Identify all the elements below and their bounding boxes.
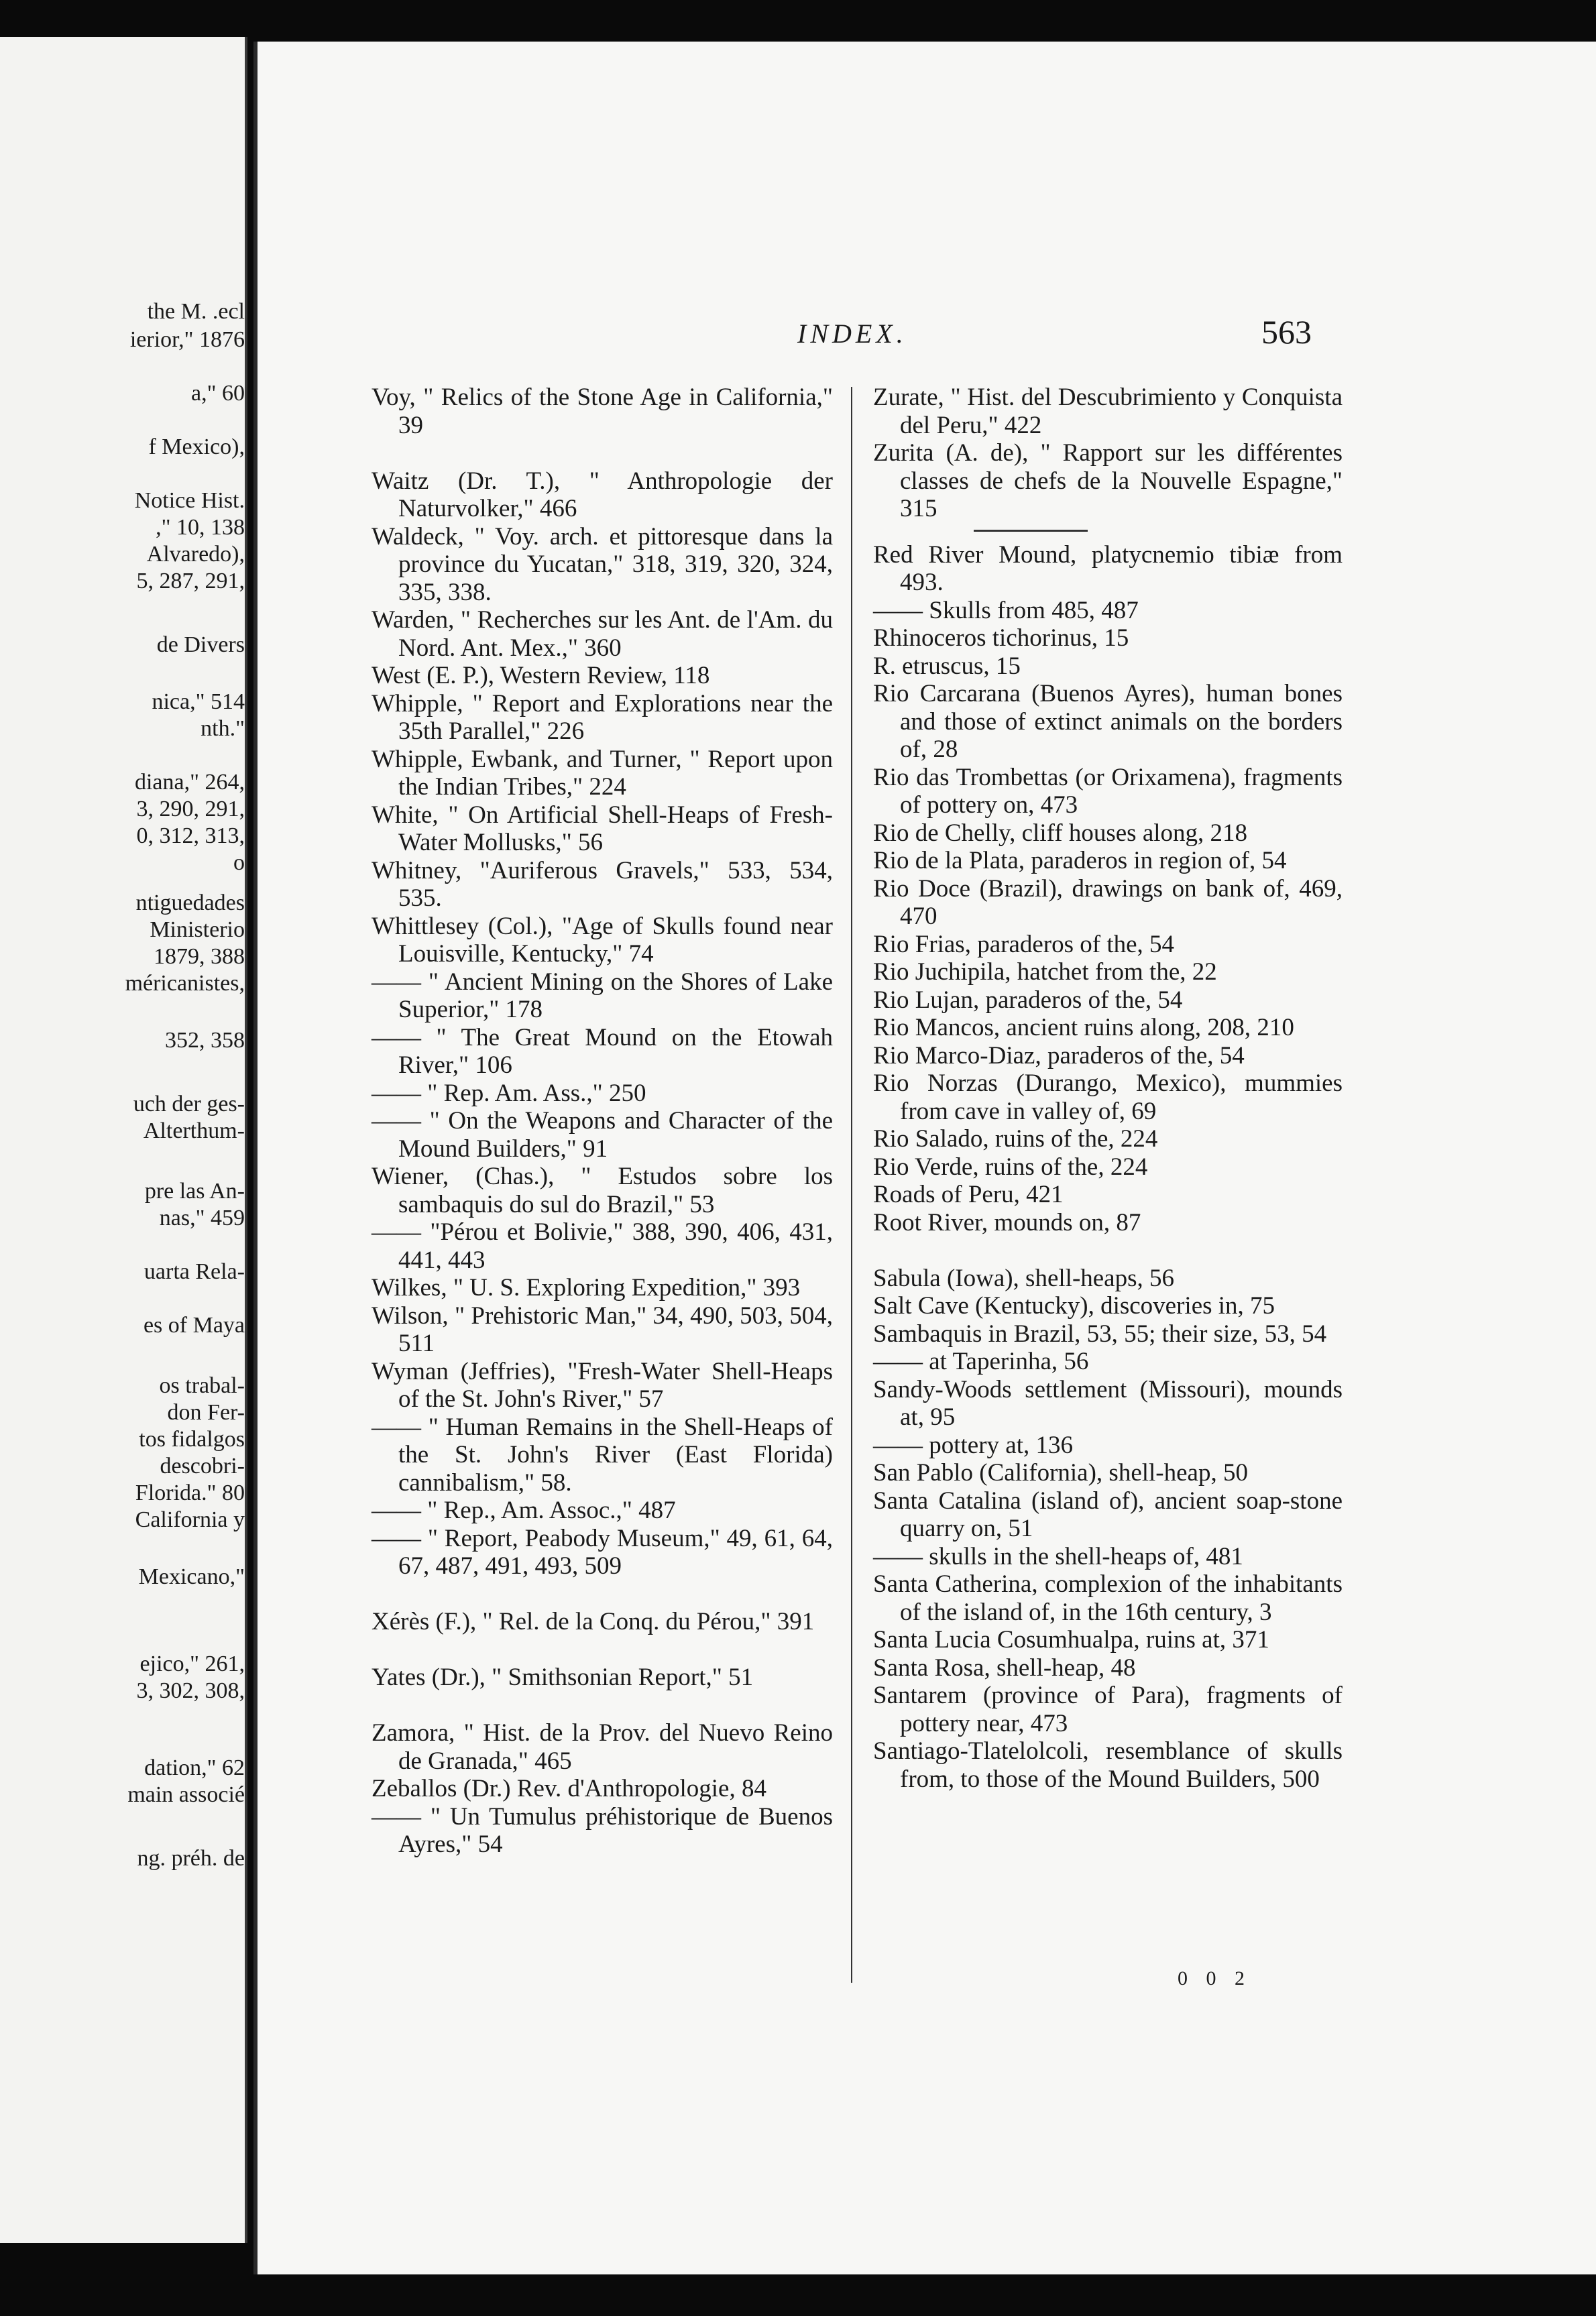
index-entry: Warden, " Recherches sur les Ant. de l'Am. du Nord. Ant. Mex.," 360: [372, 606, 833, 662]
left-page-fragment: nas," 459: [159, 1206, 245, 1230]
left-page-fragment: 352, 358: [165, 1028, 245, 1053]
index-entry: Rio Carcarana (Buenos Ayres), human bones and those of extinct animals on the borders of, 28: [873, 680, 1343, 763]
index-entry: Zeballos (Dr.) Rev. d'Anthropologie, 84: [372, 1775, 766, 1802]
index-entry: —— " Report, Peabody Museum," 49, 61, 64, 67, 487, 491, 493, 509: [372, 1524, 833, 1580]
index-entry: Sandy-Woods settlement (Missouri), mounds at, 95: [873, 1375, 1343, 1431]
index-entry: Rio Marco-Diaz, paraderos of the, 54: [873, 1041, 1245, 1069]
index-entry: Rio Lujan, paraderos of the, 54: [873, 986, 1183, 1014]
index-entry: Zurate, " Hist. del Descubrimiento y Conquista del Peru," 422: [873, 384, 1343, 439]
index-entry: Rio das Trombettas (or Orixamena), fragments of pottery on, 473: [873, 763, 1343, 819]
left-page-fragment: de Divers: [156, 632, 245, 657]
left-page-fragment: a," 60: [191, 381, 245, 406]
entry-gap: [372, 1636, 833, 1664]
index-column-left: [372, 384, 833, 1859]
index-entry: Rio Salado, ruins of the, 224: [873, 1125, 1158, 1153]
index-entry: Santiago-Tlatelolcoli, resemblance of skulls from, to those of the Mound Builders, 500: [873, 1737, 1343, 1793]
entry-gap: [372, 1692, 833, 1720]
left-page-fragment: don Fer-: [167, 1400, 245, 1425]
index-entry: Santa Catalina (island of), ancient soap-stone quarry on, 51: [873, 1487, 1343, 1542]
left-page-fragment: Florida." 80: [135, 1481, 245, 1505]
left-page-fragment: uarta Rela-: [144, 1259, 245, 1284]
index-entry: Zurita (A. de), " Rapport sur les différentes classes de chefs de la Nouvelle Espagne," 315: [873, 439, 1343, 522]
index-entry: —— " On the Weapons and Character of the Mound Builders," 91: [372, 1107, 833, 1163]
index-entry: Wilkes, " U. S. Exploring Expedition," 393: [372, 1274, 801, 1301]
index-entry: —— " Human Remains in the Shell-Heaps of the St. John's River (East Florida) cannibalism," 58.: [372, 1413, 833, 1497]
index-entry: Waitz (Dr. T.), " Anthropologie der Naturvolker," 466: [372, 467, 833, 522]
index-entry: Rio de la Plata, paraderos in region of, 54: [873, 847, 1287, 874]
index-entry: West (E. P.), Western Review, 118: [372, 662, 710, 689]
index-entry: —— Skulls from 485, 487: [873, 596, 1139, 624]
left-page-fragment: nica," 514: [152, 689, 245, 714]
left-page-fragment: ," 10, 138: [156, 515, 245, 540]
index-entry: —— pottery at, 136: [873, 1431, 1074, 1459]
left-page-fragment: 5, 287, 291,: [136, 569, 245, 593]
index-entry: —— " Rep., Am. Assoc.," 487: [372, 1497, 676, 1524]
index-entry: Whipple, Ewbank, and Turner, " Report upon the Indian Tribes," 224: [372, 745, 833, 801]
section-rule: [974, 530, 1088, 532]
index-entry: Santarem (province of Para), fragments of pottery near, 473: [873, 1682, 1343, 1737]
index-entry: Wiener, (Chas.), " Estudos sobre los sambaquis do sul do Brazil," 53: [372, 1163, 833, 1218]
signature-mark: 0 0 2: [1178, 1967, 1251, 1989]
index-entry: Rio Frias, paraderos of the, 54: [873, 930, 1175, 958]
running-head: INDEX.: [797, 319, 907, 349]
left-page-fragment: Mexicano,": [138, 1564, 245, 1589]
index-entry: Roads of Peru, 421: [873, 1181, 1064, 1208]
left-page-fragment: ng. préh. de: [137, 1846, 245, 1871]
index-entry: White, " On Artificial Shell-Heaps of Fresh-Water Mollusks," 56: [372, 801, 833, 856]
index-entry: Wilson, " Prehistoric Man," 34, 490, 503, 504, 511: [372, 1301, 833, 1357]
index-entry: Sabula (Iowa), shell-heaps, 56: [873, 1264, 1175, 1292]
left-page-fragment: 3, 302, 308,: [136, 1678, 245, 1703]
index-entry: —— skulls in the shell-heaps of, 481: [873, 1542, 1243, 1570]
index-entry: Santa Catherina, complexion of the inhabitants of the island of, in the 16th century, 3: [873, 1570, 1343, 1626]
index-entry: Yates (Dr.), " Smithsonian Report," 51: [372, 1664, 754, 1691]
index-entry: Whitney, "Auriferous Gravels," 533, 534, 535.: [372, 856, 833, 912]
page-number: 563: [1261, 313, 1312, 351]
index-entry: San Pablo (California), shell-heap, 50: [873, 1459, 1248, 1487]
index-entry: Salt Cave (Kentucky), discoveries in, 75: [873, 1292, 1275, 1320]
left-page-fragment: nth.": [201, 716, 245, 741]
left-page-fragment: f Mexico),: [148, 435, 245, 459]
index-entry: Rio Norzas (Durango, Mexico), mummies from cave in valley of, 69: [873, 1069, 1343, 1125]
left-page-fragment: descobri-: [160, 1454, 245, 1479]
left-page-fragment: dation," 62: [144, 1755, 245, 1780]
index-entry: Rio de Chelly, cliff houses along, 218: [873, 819, 1248, 847]
index-entry: —— " Un Tumulus préhistorique de Buenos Ayres," 54: [372, 1802, 833, 1858]
left-page-fragment: 0, 312, 313,: [136, 823, 245, 848]
index-entry: Wyman (Jeffries), "Fresh-Water Shell-Heaps of the St. John's River," 57: [372, 1357, 833, 1413]
index-entry: Zamora, " Hist. de la Prov. del Nuevo Reino de Granada," 465: [372, 1719, 833, 1775]
index-entry: —— at Taperinha, 56: [873, 1348, 1089, 1375]
index-entry: Waldeck, " Voy. arch. et pittoresque dans la province du Yucatan," 318, 319, 320, 324, 335, 338.: [372, 522, 833, 606]
page-header: [258, 313, 1596, 358]
left-page-fragment: ejico," 261,: [139, 1652, 245, 1676]
index-entry: Rhinoceros tichorinus, 15: [873, 624, 1129, 652]
index-entry: Santa Lucia Cosumhualpa, ruins at, 371: [873, 1626, 1269, 1654]
index-entry: —— " The Great Mound on the Etowah River," 106: [372, 1023, 833, 1079]
left-page-fragment: méricanistes,: [125, 971, 245, 996]
index-entry: Rio Juchipila, hatchet from the, 22: [873, 958, 1217, 986]
left-page-fragment: main associé: [127, 1782, 245, 1807]
index-entry: Whipple, " Report and Explorations near the 35th Parallel," 226: [372, 689, 833, 745]
index-entry: —— "Pérou et Bolivie," 388, 390, 406, 431, 441, 443: [372, 1218, 833, 1274]
left-page-fragment: tos fidalgos: [139, 1427, 245, 1452]
left-page-fragment: California y: [135, 1507, 245, 1532]
index-entry: Xérès (F.), " Rel. de la Conq. du Pérou," 391: [372, 1608, 815, 1635]
left-page-fragment: Alterthum-: [143, 1118, 245, 1143]
left-page-fragment: pre las An-: [144, 1179, 245, 1204]
left-page-fragment: es of Maya: [143, 1313, 245, 1338]
index-entry: —— " Ancient Mining on the Shores of Lake Superior," 178: [372, 968, 833, 1023]
left-page-fragment: uch der ges-: [133, 1092, 245, 1116]
left-page-fragment: ntiguedades: [135, 890, 245, 915]
index-entry: R. etruscus, 15: [873, 652, 1021, 680]
left-page-fragment: Alvaredo),: [146, 542, 245, 567]
left-page-fragment: os trabal-: [159, 1373, 245, 1398]
left-page-fragment: Notice Hist.: [134, 488, 245, 513]
index-entry: Sambaquis in Brazil, 53, 55; their size, 53, 54: [873, 1320, 1327, 1348]
left-page-fragment: 3, 290, 291,: [136, 797, 245, 821]
left-page-fragment: o: [233, 850, 245, 875]
index-entry: Root River, mounds on, 87: [873, 1208, 1141, 1236]
entry-gap: [372, 1580, 833, 1609]
entry-gap: [372, 439, 833, 467]
index-entry: Whittlesey (Col.), "Age of Skulls found near Louisville, Kentucky," 74: [372, 912, 833, 968]
index-entry: Rio Mancos, ancient ruins along, 208, 210: [873, 1014, 1294, 1041]
index-entry: Red River Mound, platycnemio tibiæ from 493.: [873, 540, 1343, 596]
entry-gap: [873, 1236, 1343, 1265]
index-entry: Santa Rosa, shell-heap, 48: [873, 1654, 1136, 1682]
left-page-edge: [0, 37, 247, 2243]
index-entry: —— " Rep. Am. Ass.," 250: [372, 1079, 646, 1107]
left-page-fragment: 1879, 388: [154, 944, 245, 969]
index-entry: Voy, " Relics of the Stone Age in California," 39: [372, 384, 833, 439]
left-page-fragment: the M. .ecl: [147, 299, 245, 324]
left-page-fragment: ierior," 1876: [129, 327, 245, 352]
left-page-fragment: diana," 264,: [134, 770, 245, 795]
left-page-fragment: Ministerio: [150, 917, 245, 942]
index-entry: Rio Doce (Brazil), drawings on bank of, 469, 470: [873, 874, 1343, 930]
index-page: [253, 42, 1596, 2274]
column-divider: [851, 387, 852, 1983]
index-column-right: [873, 384, 1343, 1793]
index-entry: Rio Verde, ruins of the, 224: [873, 1153, 1148, 1181]
